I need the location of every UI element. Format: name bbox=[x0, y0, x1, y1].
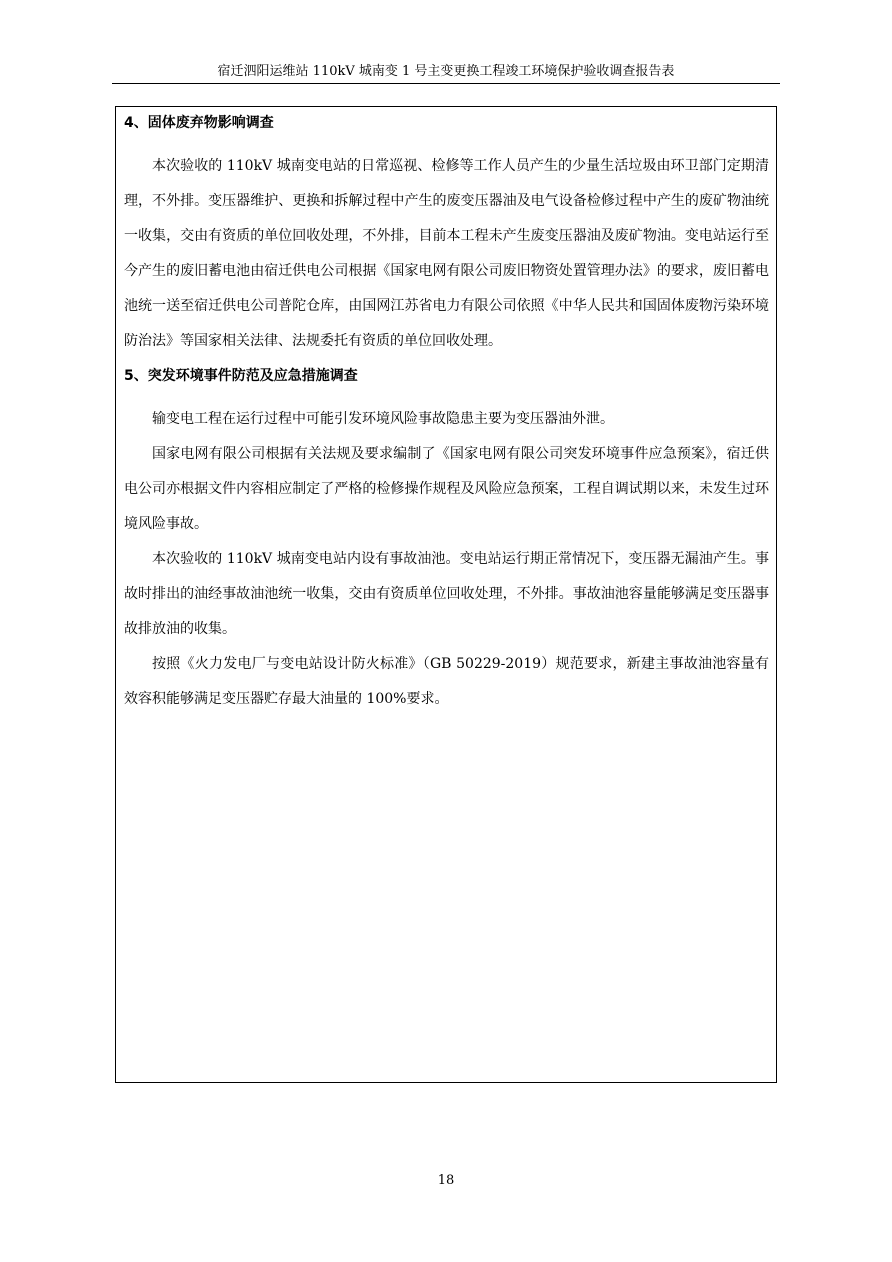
emergency-paragraph-4: 按照《火力发电厂与变电站设计防火标准》（GB 50229-2019）规范要求，新建主事故油池容量有效容积能够满足变压器贮存最大油量的 100%要求。 bbox=[124, 656, 769, 707]
section-heading-solid-waste: 4、固体废弃物影响调查 bbox=[124, 115, 274, 131]
solid-waste-paragraph: 本次验收的 110kV 城南变电站的日常巡视、检修等工作人员产生的少量生活垃圾由环卫部门定期清理，不外排。变压器维护、更换和拆解过程中产生的废变压器油及电气设备检修过程中产生的废矿物油统一收集，交由有资质的单位回收处理，不外排，目前本工程未产生废变压器油及废矿物油。变电站运行至今产生的废旧蓄电池由宿迁供电公司根据《国家电网有限公司废旧物资处置管理办法》的要求，废旧蓄电池统一送至宿迁供电公司普陀仓库，由国网江苏省电力有限公司依照《中华人民共和国固体废物污染环境防治法》等国家相关法律、法规委托有资质的单位回收处理。 bbox=[124, 158, 769, 349]
emergency-paragraph-3: 本次验收的 110kV 城南变电站内设有事故油池。变电站运行期正常情况下，变压器无漏油产生。事故时排出的油经事故油池统一收集，交由有资质单位回收处理，不外排。事故油池容量能够满足变压器事故排放油的收集。 bbox=[124, 551, 769, 637]
emergency-paragraph-2: 国家电网有限公司根据有关法规及要求编制了《国家电网有限公司突发环境事件应急预案》，宿迁供电公司亦根据文件内容相应制定了严格的检修操作规程及风险应急预案，工程自调试期以来，未发生过环境风险事故。 bbox=[124, 446, 769, 532]
section-heading-emergency: 5、突发环境事件防范及应急措施调查 bbox=[124, 368, 358, 384]
header-divider bbox=[112, 83, 780, 84]
page-header-title: 宿迁泗阳运维站 110kV 城南变 1 号主变更换工程竣工环境保护验收调查报告表 bbox=[217, 64, 675, 79]
emergency-paragraph-1: 输变电工程在运行过程中可能引发环境风险事故隐患主要为变压器油外泄。 bbox=[152, 411, 614, 427]
page-number: 18 bbox=[437, 1173, 455, 1188]
content-table-cell bbox=[115, 106, 777, 1083]
